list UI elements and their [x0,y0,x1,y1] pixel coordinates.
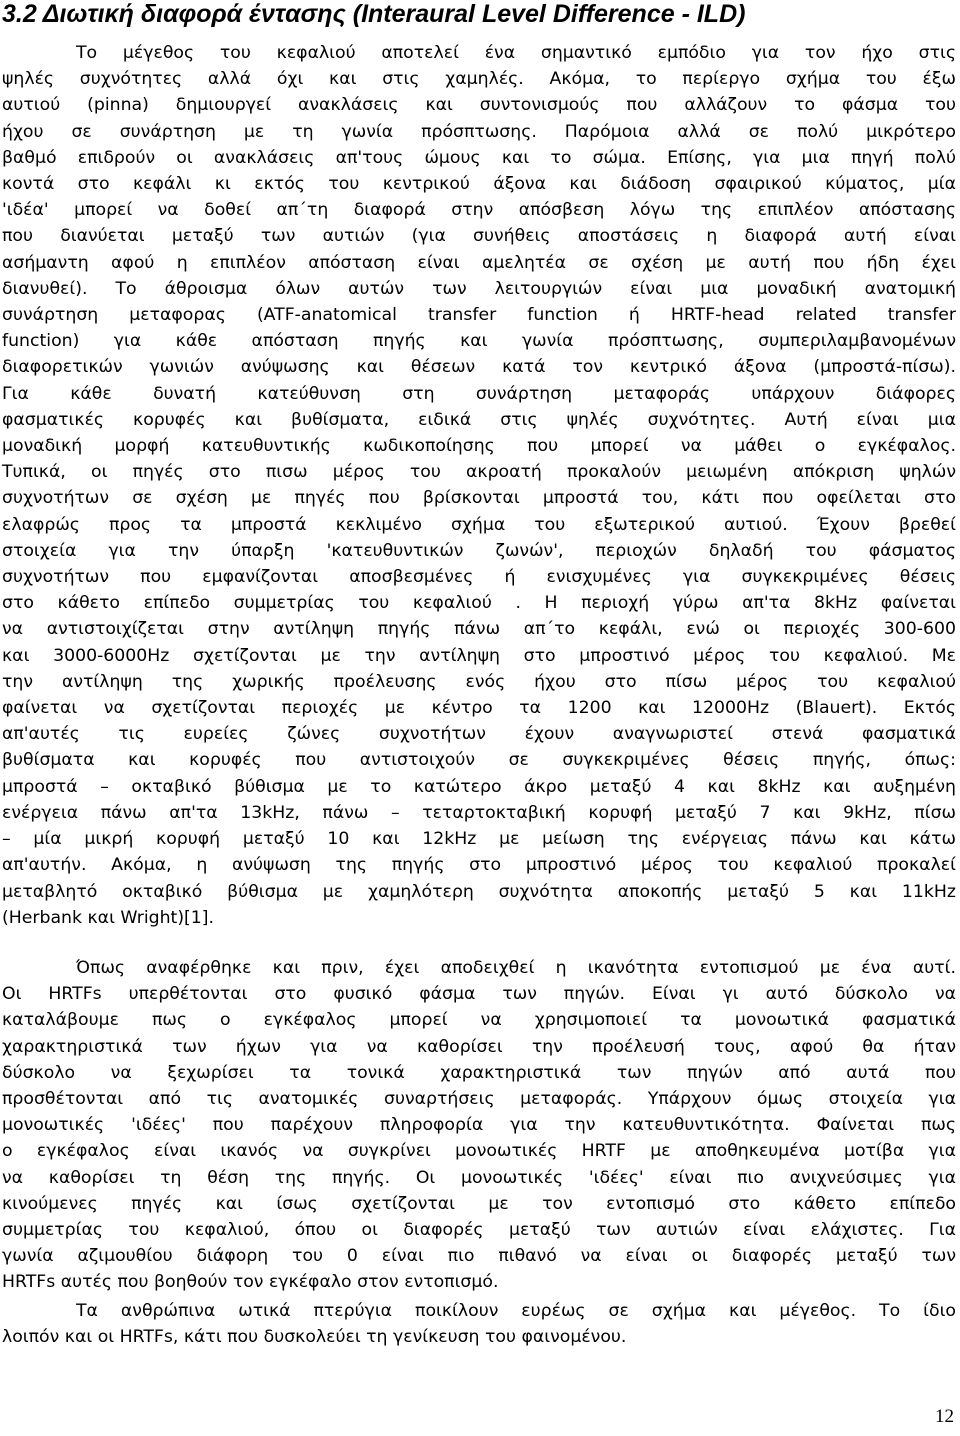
text-line: λοιπόν και οι HRTFs, κάτι που δυσκολεύει τη γενίκευση του φαινομένου. [2,1327,627,1348]
text-line: – μία μικρή κορυφή μεταξύ 10 και 12kHz με μείωση της ενέργειας πάνω και κάτω [2,829,956,850]
text-line: να καθορίσει τη θέση της πηγής. Οι μονοωτικές 'ιδέες' είναι πιο ανιχνεύσιμες για [2,1167,956,1188]
text-line: φασματικές κορυφές και βυθίσματα, ειδικά στις ψηλές συχνότητες. Αυτή είναι μια [2,409,956,430]
text-line: και 3000-6000Hz σχετίζονται με την αντίληψη στο μπροστινό μέρος του κεφαλιού. Με [2,645,956,666]
text-line: ψηλές συχνότητες αλλά όχι και στις χαμηλές. Ακόμα, το περίεργο σχήμα του έξω [2,69,956,90]
text-line: συχνοτήτων σε σχέση με πηγές που βρίσκονται μπροστά του, κάτι που οφείλεται στο [2,488,956,509]
paragraph [2,40,956,931]
page-number: 12 [935,1406,954,1427]
text-line: ήχου σε συνάρτηση με τη γωνία πρόσπτωσης. Παρόμοια αλλά σε πολύ μικρότερο [2,121,956,142]
text-line: μονοωτικές 'ιδέες' που παρέχουν πληροφορία για την κατευθυντικότητα. Φαίνεται πως [2,1115,956,1136]
text-line: Για κάθε δυνατή κατεύθυνση στη συνάρτηση μεταφοράς υπάρχουν διάφορες [2,383,956,404]
text-line: ασήμαντη αφού η επιπλέον απόσταση είναι αμελητέα σε σχέση με αυτή που ήδη έχει [2,252,956,273]
text-line: μπροστά – οκταβικό βύθισμα με το κατώτερο άκρο μεταξύ 4 και 8kHz και αυξημένη [2,776,956,797]
text-line: βυθίσματα και κορυφές που αντιστοιχούν σε συγκεκριμένες θέσεις πηγής, όπως: [2,750,956,771]
text-line: απ'αυτήν. Ακόμα, η ανύψωση της πηγής στο μπροστινό μέρος του κεφαλιού προκαλεί [2,855,956,876]
section-heading: 3.2 Διωτική διαφορά έντασης (Interaural Level Difference - ILD) [2,0,746,28]
text-line: κινούμενες πηγές και ίσως σχετίζονται με τον εντοπισμό στο κάθετο επίπεδο [2,1193,956,1214]
text-line: που διανύεται μεταξύ των αυτιών (για συνήθεις αποστάσεις η διαφορά αυτή είναι [2,226,956,247]
text-line: Όπως αναφέρθηκε και πριν, έχει αποδειχθεί η ικανότητα εντοπισμού με ένα αυτί. [76,958,956,978]
text-line: διαφορετικών γωνιών ανύψωσης και θέσεων κατά τον κεντρικό άξονα (μπροστά-πίσω). [2,357,956,378]
text-line: ενέργεια πάνω απ'τα 13kHz, πάνω – τεταρτοκταβική κορυφή μεταξύ 7 και 9kHz, πίσω [2,802,956,823]
text-line: function) για κάθε απόσταση πηγής και γωνία πρόσπτωσης, συμπεριλαμβανομένων [2,331,956,352]
text-line: ελαφρώς προς τα μπροστά κεκλιμένο σχήμα του εξωτερικού αυτιού. Έχουν βρεθεί [2,514,956,535]
text-line: κοντά στο κεφάλι κι εκτός του κεντρικού άξονα και διάδοση σφαιρικού κύματος, μία [2,174,956,195]
text-line: συνάρτηση μεταφορας (ATF-anatomical transfer function ή HRTF-head related transfer [2,305,956,326]
text-line: μοναδική μορφή κατευθυντικής κωδικοποίησης που μπορεί να μάθει ο εγκέφαλος. [2,436,956,457]
text-line: χαρακτηριστικά των ήχων για να καθορίσει την προέλευσή τους, αφού θα ήταν [2,1036,956,1057]
text-line: Τα ανθρώπινα ωτικά πτερύγια ποικίλουν ευρέως σε σχήμα και μέγεθος. Το ίδιο [76,1301,956,1321]
text-line: συμμετρίας του κεφαλιού, όπου οι διαφορές μεταξύ των αυτιών είναι ελάχιστες. Για [2,1220,956,1241]
text-line: (Herbank και Wright)[1]. [2,907,215,928]
text-line: φαίνεται να σχετίζονται περιοχές με κέντρο τα 1200 και 12000Hz (Blauert). Εκτός [2,698,956,719]
text-line: στοιχεία για την ύπαρξη 'κατευθυντικών ζωνών', περιοχών δηλαδή του φάσματος [2,540,956,561]
text-line: ο εγκέφαλος είναι ικανός να συγκρίνει μονοωτικές HRTF με αποθηκευμένα μοτίβα για [2,1141,956,1162]
paragraph [2,955,956,1296]
text-line: δύσκολο να ξεχωρίσει τα τονικά χαρακτηριστικά των πηγών από αυτά που [2,1062,956,1083]
text-line: συχνοτήτων που εμφανίζονται αποσβεσμένες ή ενισχυμένες για συγκεκριμένες θέσεις [2,567,956,588]
text-line: μεταβλητό οκταβικό βύθισμα με χαμηλότερη συχνότητα αποκοπής μεταξύ 5 και 11kHz [2,881,956,902]
text-line: διανυθεί). Το άθροισμα όλων αυτών των λειτουργιών είναι μια μοναδική ανατομική [2,278,956,299]
text-line: απ'αυτές τις ευρείες ζώνες συχνοτήτων έχουν αναγνωριστεί στενά φασματικά [2,724,956,745]
paragraph [2,1298,956,1350]
text-line: Το μέγεθος του κεφαλιού αποτελεί ένα σημαντικό εμπόδιο για τον ήχο στις [76,43,956,63]
text-line: γωνία αζιμουθίου διάφορη του 0 είναι πιο πιθανό να είναι οι διαφορές μεταξύ των [2,1246,956,1267]
text-line: στο κάθετο επίπεδο συμμετρίας του κεφαλιού . Η περιοχή γύρω απ'τα 8kHz φαίνεται [2,593,956,614]
text-line: Τυπικά, οι πηγές στο πισω μέρος του ακροατή προκαλούν μειωμένη απόκριση ψηλών [2,462,956,483]
text-line: προσθέτονται από τις ανατομικές συναρτήσεις μεταφοράς. Υπάρχουν όμως στοιχεία για [2,1089,956,1110]
text-line: βαθμό επιδρούν οι ανακλάσεις απ'τους ώμους και το σώμα. Επίσης, για μια πηγή πολύ [2,147,956,168]
text-line: 'ιδέα' μπορεί να δοθεί απ΄τη διαφορά στην απόσβεση λόγω της επιπλέον απόστασης [2,200,956,221]
text-line: να αντιστοιχίζεται στην αντίληψη πηγής πάνω απ΄το κεφάλι, ενώ οι περιοχές 300-600 [2,619,956,640]
text-line: την αντίληψη της χωρικής προέλευσης ενός ήχου στο πίσω μέρος του κεφαλιού [2,671,956,692]
text-line: αυτιού (pinna) δημιουργεί ανακλάσεις και συντονισμούς που αλλάζουν το φάσμα του [2,95,956,116]
text-line: HRTFs αυτές που βοηθούν τον εγκέφαλο στον εντοπισμό. [2,1272,499,1293]
text-line: Οι HRTFs υπερθέτονται στο φυσικό φάσμα των πηγών. Είναι γι αυτό δύσκολο να [2,984,956,1005]
text-line: καταλάβουμε πως ο εγκέφαλος μπορεί να χρησιμοποιεί τα μονοωτικά φασματικά [2,1010,956,1031]
